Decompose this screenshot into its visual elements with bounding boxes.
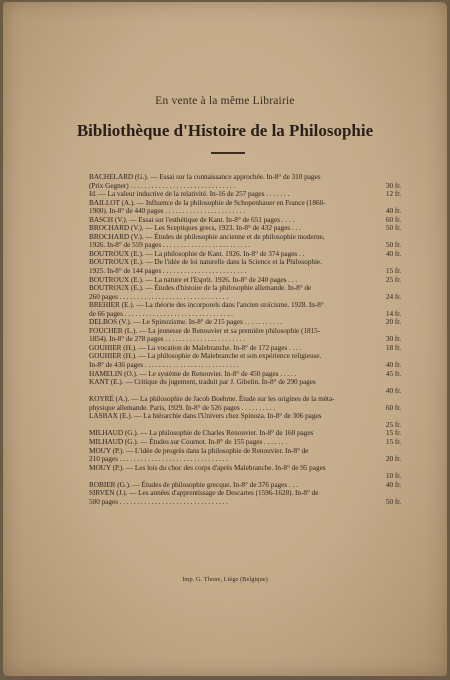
catalog-line-text: BACHELARD (G.). — Essai sur la connaissance approchée. In-8° de 310 pages	[89, 172, 321, 181]
catalog-line-text: BOUTROUX (E.). — La philosophie de Kant. 1926. In-8° de 374 pages . .	[89, 248, 305, 258]
catalog-line-text: LASBAX (E.). — La hiérarchie dans l'Univers chez Spinoza. In-8° de 306 pages	[89, 411, 322, 421]
catalog-line-text: KOYRÉ (A.). — La philosophie de Jacob Boehme. Étude sur les origines de la méta-	[89, 394, 335, 404]
catalog-line-price: 20 fr.	[385, 317, 401, 327]
catalog-line	[89, 464, 401, 473]
catalog-line-price: 50 fr.	[385, 223, 401, 233]
catalog-line-text: 1854). In-8° de 278 pages . . . . . . . . . . . . . . . . . . . . . . .	[89, 334, 246, 344]
catalog-line-text: MOUY (P.). — L'idée de progrès dans la philosophie de Renouvier. In-8° de	[89, 445, 309, 455]
catalog-line-price: 40 fr.	[385, 248, 401, 258]
catalog-line-text: BASCH (V.). — Essai sur l'esthétique de Kant. In-8° de 651 pages . . . .	[89, 214, 295, 224]
catalog-line-text: ROBIER (G.). — Études de philosophie grecque. In-8° de 376 pages . . .	[89, 479, 298, 489]
catalog-line-text: (Prix Gegner) . . . . . . . . . . . . . . . . . . . . . . . . . . . . . .	[89, 180, 236, 190]
catalog-line-price: 40 fr.	[385, 360, 401, 370]
catalog-line	[89, 412, 401, 421]
catalog-line-text: 500 pages . . . . . . . . . . . . . . . . . . . . . . . . . . . . . . .	[89, 496, 228, 506]
catalog-line-text: SIRVEN (J.). — Les années d'apprentissage de Descartes (1596-1628). In-8° de	[89, 488, 319, 498]
catalog-line-price: 10 fr.	[385, 471, 401, 481]
book-list	[89, 173, 401, 506]
catalog-line-text: BOUTROUX (E.). — De l'idée de loi naturelle dans la Science et la Philosophie.	[89, 257, 322, 267]
catalog-line-text: de 66 pages . . . . . . . . . . . . . . . . . . . . . . . . . . . . . . .	[89, 308, 233, 318]
catalog-line-text: 1900). In-8° de 440 pages . . . . . . . . . . . . . . . . . . . . . . .	[89, 206, 246, 216]
catalog-line-price: 30 fr.	[385, 180, 401, 190]
printer-imprint: Imp. G. Thone, Liège (Belgique)	[182, 576, 268, 583]
catalog-line-price: 45 fr.	[385, 368, 401, 378]
catalog-line-text: 1925. In-8° de 144 pages . . . . . . . . . . . . . . . . . . . . . . . .	[89, 266, 247, 276]
catalog-line-text: FOUCHER (L.). — La jeunesse de Renouvier et sa première philosophie (1815-	[89, 325, 321, 335]
catalog-line-price: 40 fr.	[385, 479, 401, 489]
catalog-line-price: 20 fr.	[385, 454, 401, 464]
catalog-line-price: 15 fr.	[385, 266, 401, 276]
catalog-line-price: 30 fr.	[385, 334, 401, 344]
publisher-note: En vente à la même Librairie	[155, 95, 295, 107]
catalog-line-text: MILHAUD (G.). — La philosophie de Charles Renouvier. In-8° de 160 pages	[89, 428, 314, 438]
catalog-line-text: 260 pages . . . . . . . . . . . . . . . . . . . . . . . . . . . . . . .	[89, 291, 228, 301]
catalog-line-text: BREHIER (E.). — La théorie des incorporels dans l'ancien stoïcisme. 1928. In-8°	[89, 300, 324, 310]
catalog-line-text: physique allemande. Paris, 1929. In-8° de 526 pages . . . . . . . . . .	[89, 402, 276, 412]
catalog-line-price: 50 fr.	[385, 496, 401, 506]
page-title: Bibliothèque d'Histoire de la Philosophie	[76, 121, 374, 140]
catalog-line-text: BROCHARD (V.). — Les Sceptiques grecs, 1923. In-8° de 432 pages . . .	[89, 223, 301, 233]
catalog-line-text: MOUY (P.). — Les lois du choc des corps d'après Malebranche. In-8° de 95 pages	[89, 462, 326, 472]
catalog-line-text: MILHAUD (G.). — Études sur Cournot. In-8° de 155 pages . . . . . . .	[89, 436, 288, 446]
catalog-line-text: Id. — La valeur inductive de la relativité. In-16 de 257 pages . . . . . . .	[89, 189, 290, 199]
catalog-line-text: In-8° de 436 pages . . . . . . . . . . . . . . . . . . . . . . . . . . .	[89, 360, 239, 370]
catalog-line-text: BOUTROUX (E.). — La nature et l'Esprit. 1926. In-8° de 240 pages . . .	[89, 274, 298, 284]
catalog-line-text: DELBOS (V.). — Le Spinozisme. In-8° de 215 pages . . . . . . . . . . .	[89, 317, 282, 327]
catalog-line-text: BROCHARD (V.). — Études de philosophie ancienne et de philosophie moderne,	[89, 231, 325, 241]
catalog-line-price: 40 fr.	[385, 385, 401, 395]
catalog-line	[89, 498, 401, 507]
catalog-line-price: 12 fr.	[385, 189, 401, 199]
catalog-line-text: BAILLOT (A.). — Influence de la philosophie de Schopenhauer en France (1860-	[89, 197, 326, 207]
catalog-line-text: 1926. In-8° de 559 pages . . . . . . . . . . . . . . . . . . . . . . . . .	[89, 240, 250, 250]
catalog-line-price: 14 fr.	[385, 308, 401, 318]
catalog-line-price: 15 fr.	[385, 436, 401, 446]
catalog-line-price: 40 fr.	[385, 206, 401, 216]
catalog-line-price: 50 fr.	[385, 240, 401, 250]
catalog-line-price: 60 fr.	[385, 214, 401, 224]
catalog-page	[3, 2, 447, 676]
catalog-line-text: BOUTROUX (E.). — Études d'histoire de la philosophie allemande. In-8° de	[89, 283, 312, 293]
catalog-line	[89, 378, 401, 387]
catalog-line-price: 15 fr.	[385, 428, 401, 438]
catalog-line-text: GOUHIER (H.). — La philosophie de Malebranche et son expérience religieuse.	[89, 351, 322, 361]
catalog-line-text: GOUHIER (H.). — La vocation de Malebranche. In-8° de 172 pages . . . .	[89, 342, 302, 352]
catalog-line-price: 60 fr.	[385, 402, 401, 412]
title-divider	[211, 152, 245, 154]
catalog-line-price: 18 fr.	[385, 342, 401, 352]
catalog-line-price: 25 fr.	[385, 274, 401, 284]
catalog-line-price: 25 fr.	[385, 419, 401, 429]
catalog-line-text: KANT (E.). — Critique du jugement, traduit par J. Gibelin. In-8° de 290 pages	[89, 377, 316, 387]
catalog-line-text: HAMELIN (O.). — Le système de Renouvier. In-8° de 450 pages . . . . .	[89, 368, 297, 378]
catalog-line-price: 24 fr.	[385, 291, 401, 301]
catalog-line-text: 210 pages . . . . . . . . . . . . . . . . . . . . . . . . . . . . . . .	[89, 454, 228, 464]
